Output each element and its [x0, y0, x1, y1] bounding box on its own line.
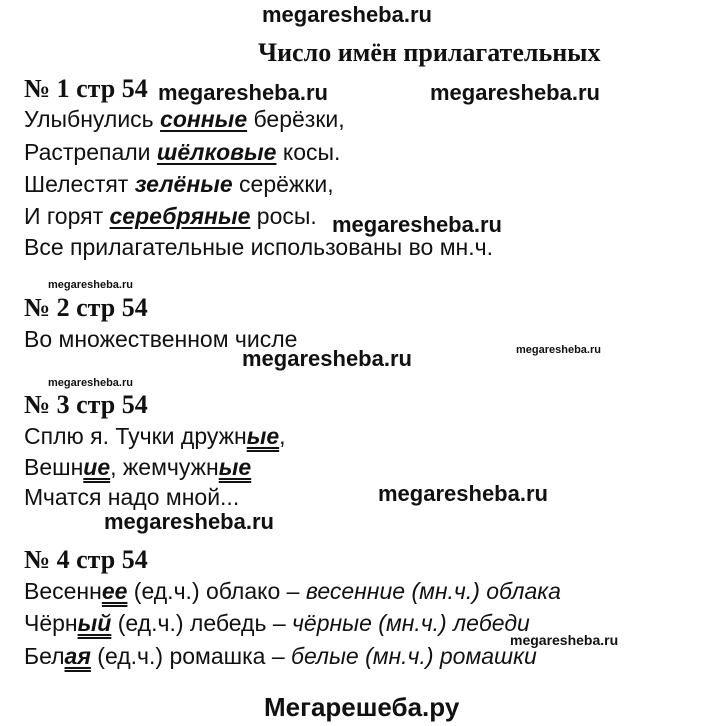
text: Растрепали	[24, 139, 157, 165]
task1-line3	[24, 171, 334, 198]
text: Весенн	[24, 578, 102, 604]
text: косы.	[276, 139, 341, 165]
task3-line3: Мчатся надо мной...	[24, 484, 240, 510]
task1-line1	[24, 106, 345, 133]
text: , жемчужн	[110, 454, 219, 480]
task4-line1	[24, 578, 561, 605]
text: (ед.ч.) лебедь –	[111, 610, 293, 636]
task3-heading: № 3 стр 54	[24, 390, 148, 419]
text: Вешн	[24, 454, 84, 480]
ending: ые	[218, 454, 252, 480]
task2-heading: № 2 стр 54	[24, 293, 148, 322]
adjective: сонные	[160, 106, 248, 132]
watermark-small: megaresheba.ru	[510, 632, 619, 648]
page-title: Число имён прилагательных	[258, 38, 601, 67]
text: ,	[279, 423, 286, 449]
task3-line1	[24, 423, 286, 450]
task4-heading: № 4 стр 54	[24, 545, 148, 574]
task4-line3	[24, 643, 537, 670]
text: (ед.ч.) облако –	[127, 578, 306, 604]
ending: ая	[64, 643, 91, 669]
task1-line5: Все прилагательные использованы во мн.ч.	[24, 234, 493, 260]
task1-line4	[24, 203, 317, 230]
ending: ые	[246, 423, 280, 449]
text: Улыбнулись	[24, 106, 161, 132]
text: Чёрн	[24, 610, 78, 636]
watermark-small: megaresheba.ru	[516, 344, 601, 356]
watermark-small: megaresheba.ru	[48, 377, 133, 389]
plural-form: чёрные (мн.ч.) лебеди	[292, 610, 530, 636]
ending: ый	[77, 610, 112, 636]
watermark: megaresheba.ru	[242, 346, 412, 371]
task1-line2	[24, 139, 340, 166]
watermark: megaresheba.ru	[332, 212, 502, 237]
plural-form: белые (мн.ч.) ромашки	[291, 643, 537, 669]
task4-line2	[24, 610, 530, 637]
footer-brand: Мегарешеба.ру	[264, 692, 460, 722]
adjective: серебряные	[109, 203, 251, 229]
text: берёзки,	[247, 106, 345, 132]
text: Сплю я. Тучки дружн	[24, 423, 247, 449]
ending: ее	[101, 578, 128, 604]
text: (ед.ч.) ромашка –	[90, 643, 292, 669]
ending: ие	[83, 454, 111, 480]
text: серёжки,	[232, 171, 334, 197]
task2-line1: Во множественном числе	[24, 326, 298, 352]
watermark: megaresheba.ru	[158, 80, 328, 105]
text: росы.	[250, 203, 317, 229]
watermark: megaresheba.ru	[378, 481, 548, 506]
text: Шелестят	[24, 171, 135, 197]
text: И горят	[24, 203, 110, 229]
adjective: шёлковые	[156, 139, 277, 165]
text: Бел	[24, 643, 65, 669]
watermark: megaresheba.ru	[430, 80, 600, 105]
task1-heading: № 1 стр 54	[24, 74, 148, 103]
watermark: megaresheba.ru	[104, 509, 274, 534]
adjective: зелёные	[134, 171, 233, 197]
task3-line2	[24, 454, 251, 481]
plural-form: весенние (мн.ч.) облака	[305, 578, 561, 604]
watermark-small: megaresheba.ru	[48, 279, 133, 291]
watermark-top: megaresheba.ru	[262, 2, 432, 27]
